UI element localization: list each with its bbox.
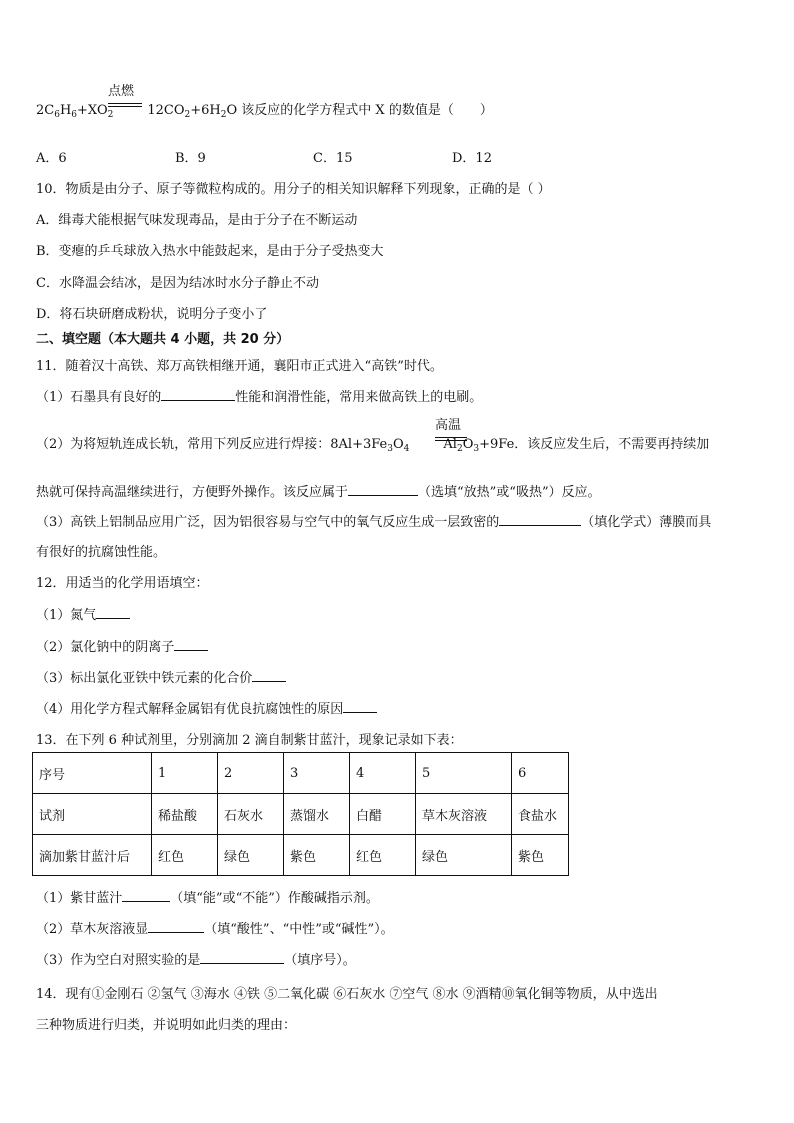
q13-table	[32, 752, 569, 876]
q9-option-b: B．9	[175, 151, 206, 166]
q12-item-4: （4）用化学方程式解释金属铝有优良抗腐蚀性的原因	[36, 698, 377, 717]
q10-stem: 10．物质是由分子、原子等微粒构成的。用分子的相关知识解释下列现象，正确的是（ ）	[36, 182, 551, 197]
table-cell: 2	[218, 753, 284, 794]
answer-blank[interactable]	[148, 920, 204, 933]
table-cell: 紫色	[284, 835, 350, 876]
q9-option-a: A．6	[36, 151, 67, 166]
table-cell: 5	[416, 753, 512, 794]
q11-stem: 11．随着汉十高铁、郑万高铁相继开通，襄阳市正式进入“高铁”时代。	[36, 359, 443, 374]
q13-stem: 13．在下列 6 种试剂里，分别滴加 2 滴自制紫甘蓝汁，现象记录如下表：	[36, 733, 463, 748]
table-cell: 稀盐酸	[152, 794, 218, 835]
answer-blank[interactable]	[348, 483, 418, 496]
q11-equals-bar	[435, 437, 467, 438]
q11-condition: 高温	[435, 418, 462, 433]
section-heading: 二、填空题（本大题共 4 小题，共 20 分）	[36, 332, 290, 347]
q10-option-c: C．水降温会结冰，是因为结冰时水分子静止不动	[36, 276, 319, 291]
table-cell: 草木灰溶液	[416, 794, 512, 835]
table-cell: 1	[152, 753, 218, 794]
q11-part3: （3）高铁上铝制品应用广泛，因为铝很容易与空气中的氧气反应生成一层致密的 （填化学式）薄膜而具	[36, 515, 712, 530]
table-cell: 6	[512, 753, 569, 794]
table-cell: 食盐水	[512, 794, 569, 835]
table-cell: 试剂	[33, 794, 152, 835]
answer-blank[interactable]	[252, 669, 286, 682]
answer-blank[interactable]	[96, 606, 130, 619]
table-row	[33, 835, 569, 876]
table-cell: 滴加紫甘蓝汁后	[33, 835, 152, 876]
answer-blank[interactable]	[343, 700, 377, 713]
table-cell: 红色	[152, 835, 218, 876]
q10-option-d: D．将石块研磨成粉状，说明分子变小了	[36, 307, 268, 322]
q9-stem: 该反应的化学方程式中 X 的数值是（ ）	[241, 103, 493, 118]
q9-equals-bar	[108, 103, 142, 104]
q11-part2-cont: 热就可保持高温继续进行，方便野外操作。该反应属于 （选填“放热”或“吸热”）反应。	[36, 485, 601, 500]
answer-blank[interactable]	[499, 513, 581, 526]
table-cell: 石灰水	[218, 794, 284, 835]
answer-blank[interactable]	[161, 388, 235, 401]
table-cell: 绿色	[218, 835, 284, 876]
q10-option-b: B．变瘪的乒乓球放入热水中能鼓起来，是由于分子受热变大	[36, 244, 384, 259]
q14-stem: 14．现有①金刚石 ②氢气 ③海水 ④铁 ⑤二氧化碳 ⑥石灰水 ⑦空气 ⑧水 ⑨酒精⑩氧化铜等物质，从中选出	[36, 987, 658, 1002]
q13-part2: （2）草木灰溶液显 （填“酸性”、“中性”或“碱性”）。	[36, 922, 394, 937]
q9-equation: $2C_6H_6+XO_2$ $12CO_2+6H_2O$ 该反应的化学方程式中 X 的数值是（ ）	[36, 103, 493, 120]
q11-part1: （1）石墨具有良好的 性能和润滑性能，常用来做高铁上的电刷。	[36, 390, 483, 405]
q11-part3-cont: 有很好的抗腐蚀性能。	[36, 545, 167, 560]
answer-blank[interactable]	[174, 638, 208, 651]
q9-option-d: D．12	[452, 151, 492, 166]
table-cell: 序号	[33, 753, 152, 794]
q12-item-2: （2）氯化钠中的阴离子	[36, 636, 208, 655]
q9-condition: 点燃	[108, 84, 135, 99]
table-cell: 绿色	[416, 835, 512, 876]
q11-part2: （2）为将短轨连成长轨，常用下列反应进行焊接：$8Al+3Fe_3O_4$ $Al_2O_3+9Fe$．该反应发生后，不需要再持续加	[36, 437, 710, 454]
table-cell: 4	[350, 753, 416, 794]
table-cell: 蒸馏水	[284, 794, 350, 835]
table-cell: 红色	[350, 835, 416, 876]
table-cell: 白醋	[350, 794, 416, 835]
answer-blank[interactable]	[200, 951, 284, 964]
answer-blank[interactable]	[122, 889, 170, 902]
table-row	[33, 753, 569, 794]
q9-option-c: C．15	[313, 151, 353, 166]
table-cell: 3	[284, 753, 350, 794]
q11-equals-bar-2	[435, 440, 467, 441]
q14-stem-cont: 三种物质进行归类，并说明如此归类的理由：	[36, 1018, 297, 1033]
table-cell: 紫色	[512, 835, 569, 876]
table-row	[33, 794, 569, 835]
q10-option-a: A．缉毒犬能根据气味发现毒品，是由于分子在不断运动	[36, 213, 358, 228]
q12-item-3: （3）标出氯化亚铁中铁元素的化合价	[36, 667, 286, 686]
q13-part3: （3）作为空白对照实验的是 （填序号）。	[36, 953, 356, 968]
q12-stem: 12．用适当的化学用语填空：	[36, 576, 209, 591]
q12-item-1: （1）氮气	[36, 604, 130, 623]
q13-part1: （1）紫甘蓝汁 （填“能”或“不能”）作酸碱指示剂。	[36, 891, 379, 906]
q9-equals-bar-2	[108, 106, 142, 107]
